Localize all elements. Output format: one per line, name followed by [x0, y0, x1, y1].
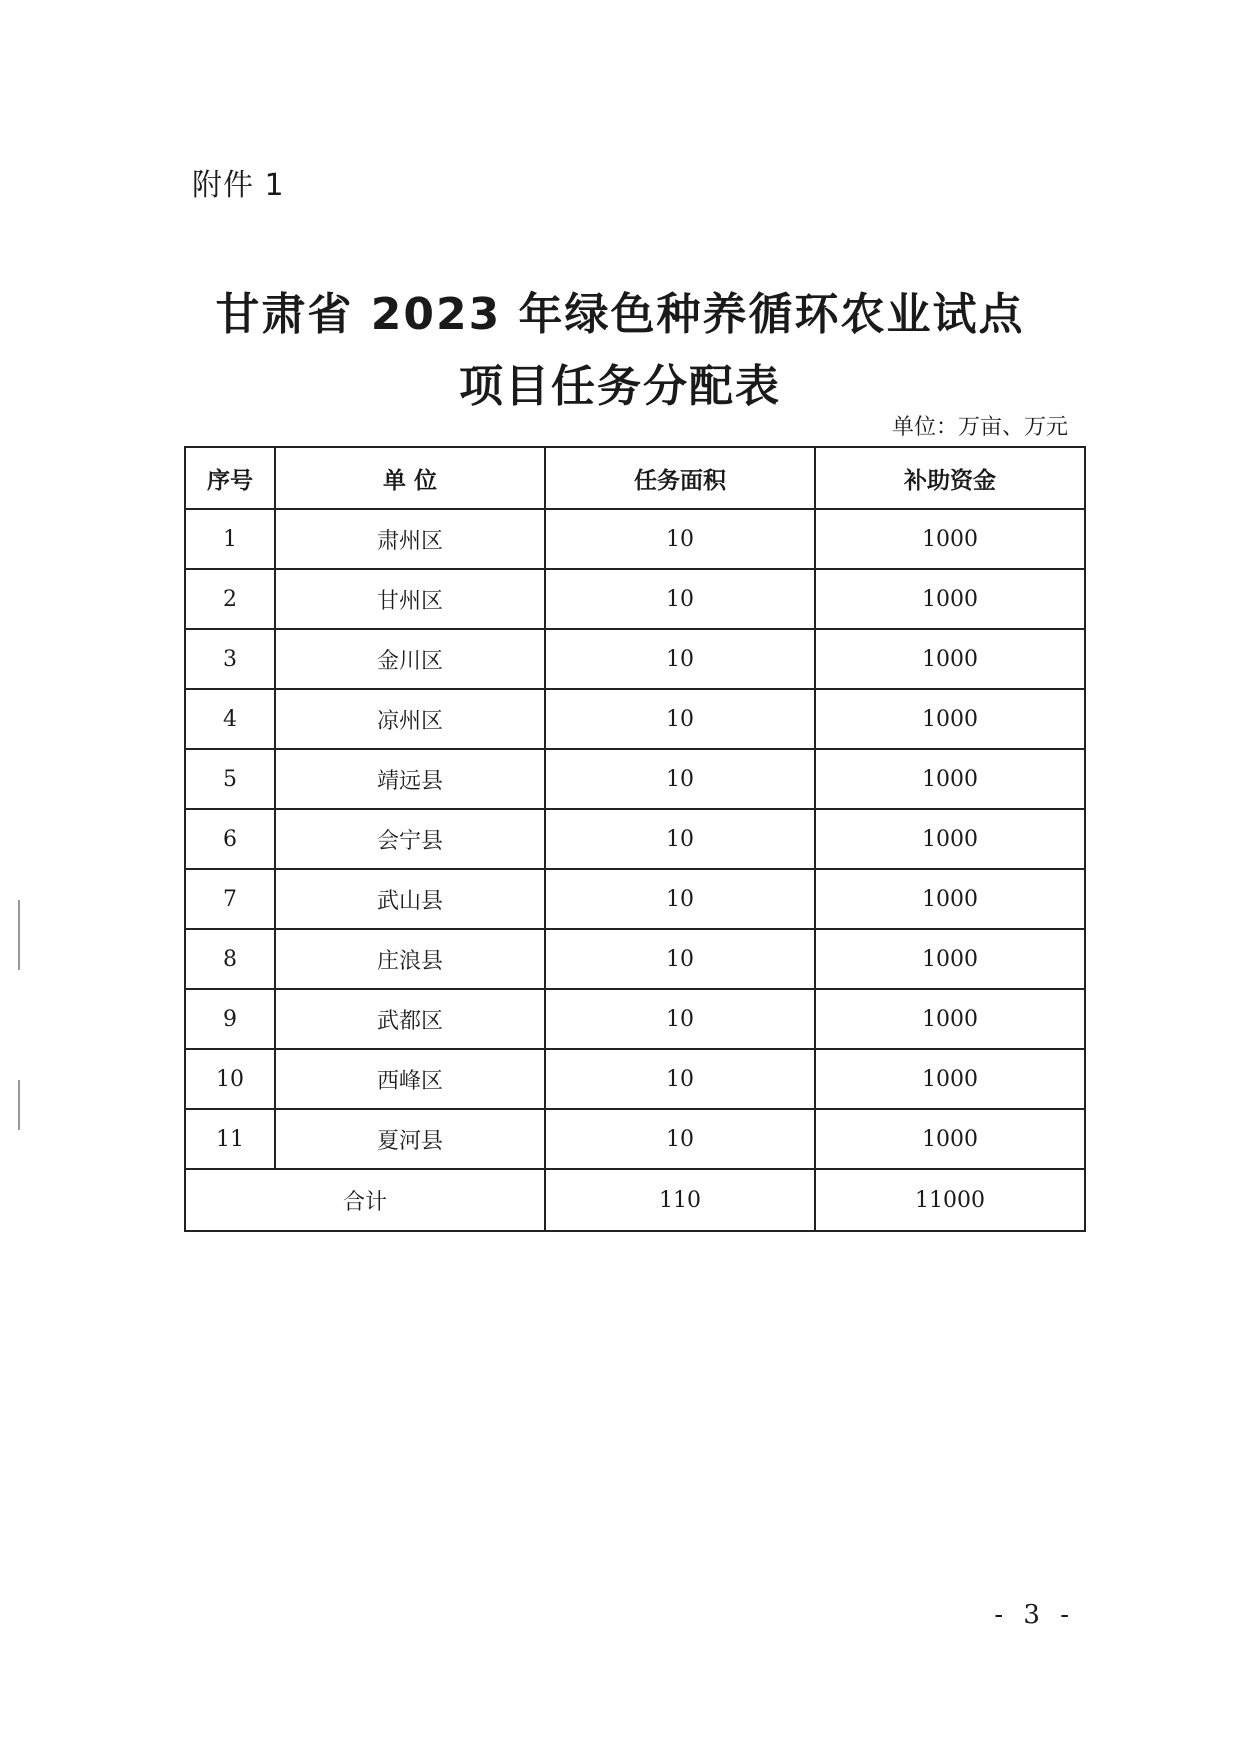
cell-unit: 靖远县	[275, 749, 545, 809]
cell-index: 10	[185, 1049, 275, 1109]
cell-funds: 1000	[815, 1049, 1085, 1109]
cell-funds: 1000	[815, 629, 1085, 689]
cell-index: 8	[185, 929, 275, 989]
page-number: - 3 -	[994, 1600, 1075, 1630]
total-row	[185, 1169, 1085, 1231]
attachment-label: 附件 1	[192, 168, 285, 203]
table-row	[185, 869, 1085, 929]
cell-unit: 武山县	[275, 869, 545, 929]
table-row	[185, 749, 1085, 809]
unit-note: 单位：万亩、万元	[891, 415, 1068, 440]
cell-area: 10	[545, 689, 815, 749]
cell-index: 3	[185, 629, 275, 689]
cell-funds: 1000	[815, 869, 1085, 929]
document-title-line-1: 甘肃省 2023 年绿色种养循环农业试点	[215, 289, 1025, 340]
cell-unit: 甘州区	[275, 569, 545, 629]
cell-index: 7	[185, 869, 275, 929]
cell-area: 10	[545, 869, 815, 929]
cell-area: 10	[545, 809, 815, 869]
cell-funds: 1000	[815, 809, 1085, 869]
cell-area: 10	[545, 629, 815, 689]
header-unit: 单 位	[275, 447, 545, 509]
document-title-line-2: 项目任务分配表	[459, 361, 781, 412]
table-row	[185, 929, 1085, 989]
cell-area: 10	[545, 749, 815, 809]
cell-funds: 1000	[815, 689, 1085, 749]
cell-area: 10	[545, 569, 815, 629]
cell-funds: 1000	[815, 1109, 1085, 1169]
table-row	[185, 1109, 1085, 1169]
cell-funds: 1000	[815, 929, 1085, 989]
cell-area: 10	[545, 929, 815, 989]
scan-margin-mark	[18, 1080, 20, 1130]
table-row	[185, 569, 1085, 629]
cell-funds: 1000	[815, 989, 1085, 1049]
table-row	[185, 809, 1085, 869]
scan-margin-mark	[18, 900, 20, 970]
table-header-row	[185, 447, 1085, 509]
allocation-table	[184, 446, 1086, 1232]
cell-funds: 1000	[815, 509, 1085, 569]
cell-unit: 西峰区	[275, 1049, 545, 1109]
header-index: 序号	[185, 447, 275, 509]
total-area: 110	[545, 1169, 815, 1231]
cell-funds: 1000	[815, 749, 1085, 809]
cell-area: 10	[545, 509, 815, 569]
table-row	[185, 689, 1085, 749]
cell-funds: 1000	[815, 569, 1085, 629]
total-funds: 11000	[815, 1169, 1085, 1231]
cell-area: 10	[545, 1049, 815, 1109]
table-row	[185, 629, 1085, 689]
cell-index: 1	[185, 509, 275, 569]
cell-unit: 夏河县	[275, 1109, 545, 1169]
cell-unit: 庄浪县	[275, 929, 545, 989]
table-row	[185, 509, 1085, 569]
total-label: 合计	[185, 1169, 545, 1231]
cell-index: 4	[185, 689, 275, 749]
cell-area: 10	[545, 989, 815, 1049]
header-funds: 补助资金	[815, 447, 1085, 509]
cell-unit: 金川区	[275, 629, 545, 689]
cell-unit: 会宁县	[275, 809, 545, 869]
cell-index: 5	[185, 749, 275, 809]
cell-index: 9	[185, 989, 275, 1049]
header-area: 任务面积	[545, 447, 815, 509]
cell-unit: 肃州区	[275, 509, 545, 569]
table-row	[185, 989, 1085, 1049]
cell-index: 11	[185, 1109, 275, 1169]
cell-area: 10	[545, 1109, 815, 1169]
cell-index: 6	[185, 809, 275, 869]
cell-unit: 凉州区	[275, 689, 545, 749]
cell-unit: 武都区	[275, 989, 545, 1049]
table-row	[185, 1049, 1085, 1109]
cell-index: 2	[185, 569, 275, 629]
